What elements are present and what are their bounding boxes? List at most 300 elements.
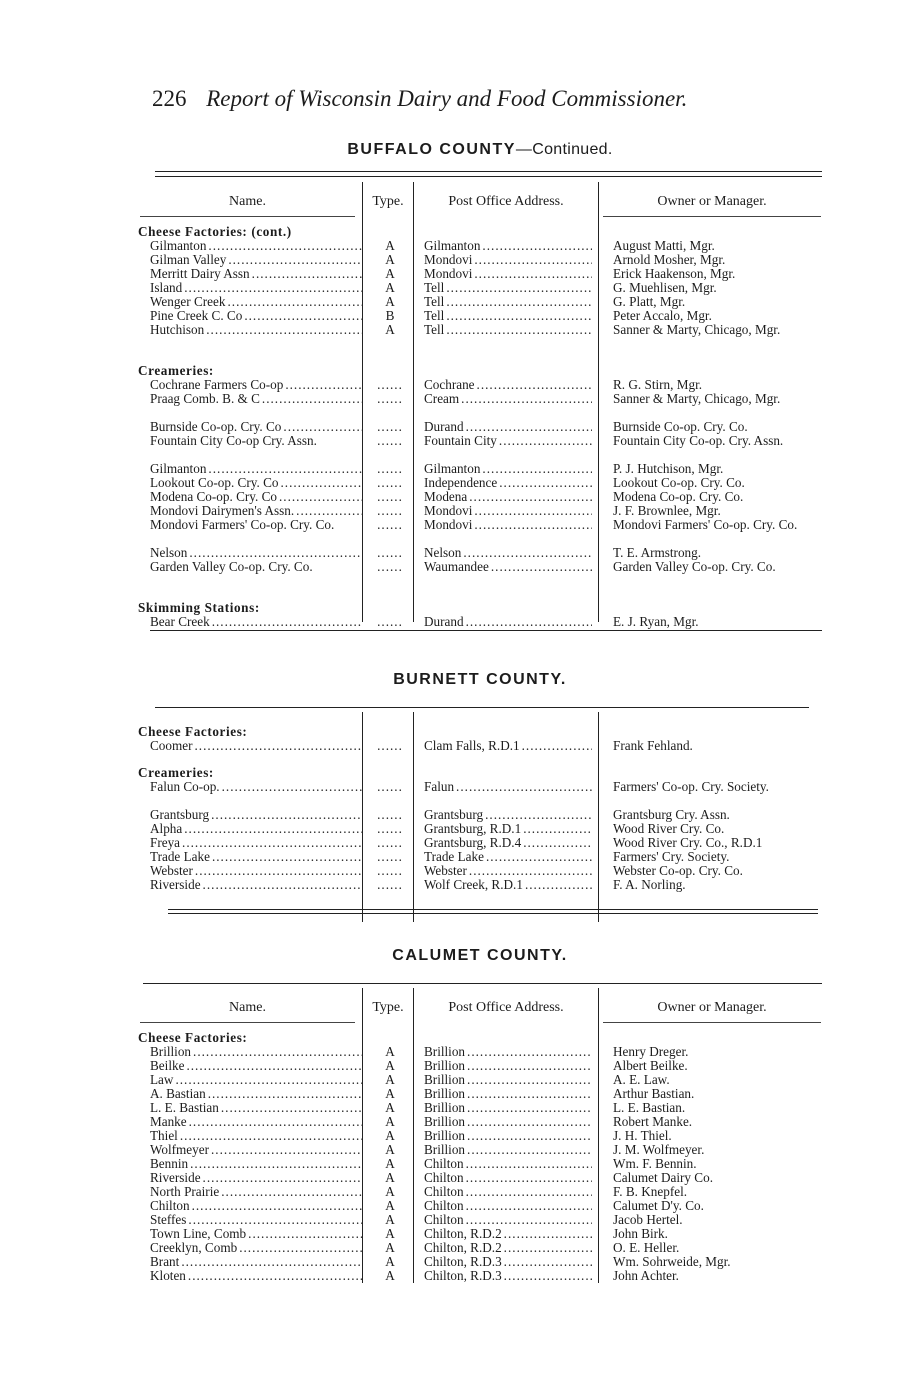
type-cell (368, 560, 412, 574)
post-office-cell-text: Brillion (424, 1045, 466, 1059)
post-office-cell-text: Modena (424, 490, 468, 504)
type-cell: A (385, 267, 395, 281)
table-row (138, 864, 838, 878)
owner-cell: E. J. Ryan, Mgr. (613, 615, 699, 629)
name-cell (150, 462, 362, 476)
type-cell (368, 504, 412, 518)
name-cell-text: Brant (150, 1255, 180, 1269)
owner-cell: Jacob Hertel. (613, 1213, 683, 1227)
owner-cell: Frank Fehland. (613, 739, 693, 753)
table-row (138, 560, 838, 588)
type-cell (368, 546, 412, 560)
post-office-cell (424, 878, 592, 892)
buffalo-county-table (138, 224, 838, 629)
type-cell: A (385, 1087, 395, 1101)
post-office-cell (424, 1171, 592, 1185)
leader-dots (227, 295, 362, 309)
name-cell (150, 1171, 362, 1185)
leader-dots (182, 836, 362, 850)
name-cell (150, 476, 362, 490)
name-cell-text: L. E. Bastian (150, 1101, 219, 1115)
post-office-cell-text: Webster (424, 864, 467, 878)
type-cell: A (385, 1185, 395, 1199)
type-cell: A (385, 1129, 395, 1143)
name-cell (150, 1241, 362, 1255)
name-cell-text: Webster (150, 864, 193, 878)
post-office-cell-text: Durand (424, 420, 464, 434)
burnett-county-table (138, 724, 838, 892)
type-cell: A (385, 253, 395, 267)
leader-dots (212, 850, 362, 864)
leader-dots (285, 378, 362, 392)
post-office-cell-text: Chilton, R.D.3 (424, 1269, 502, 1283)
name-cell (150, 490, 362, 504)
table-row (138, 1101, 838, 1115)
owner-cell: Albert Beilke. (613, 1059, 688, 1073)
category-label: Cheese Factories: (138, 1030, 248, 1045)
table-row (138, 822, 838, 836)
leader-dots (193, 1045, 362, 1059)
table-row (138, 836, 838, 850)
name-cell-text: Riverside (150, 1171, 201, 1185)
post-office-cell (424, 1185, 592, 1199)
buffalo-county-title: BUFFALO COUNTY—Continued. (347, 141, 613, 158)
name-cell (150, 1101, 362, 1115)
type-cell: A (385, 1143, 395, 1157)
name-cell-text: Bennin (150, 1157, 189, 1171)
owner-cell: Peter Accalo, Mgr. (613, 309, 712, 323)
post-office-cell (424, 1199, 592, 1213)
leader-dots (466, 615, 592, 629)
post-office-cell-text: Brillion (424, 1129, 466, 1143)
category-label: Cheese Factories: (138, 724, 248, 739)
running-title: Report of Wisconsin Dairy and Food Commissioner. (206, 86, 688, 111)
leader-dots (456, 780, 592, 794)
column-header-name: Name. (140, 194, 355, 217)
leader-dots (206, 323, 362, 337)
column-header-post-office: Post Office Address. (448, 194, 564, 209)
leader-dots (279, 490, 362, 504)
type-cell: A (385, 1199, 395, 1213)
owner-cell: J. M. Wolfmeyer. (613, 1143, 705, 1157)
column-header-name: Name. (140, 1000, 355, 1023)
leader-dots (467, 1059, 592, 1073)
name-cell-text: Steffes (150, 1213, 187, 1227)
owner-cell: Farmers' Cry. Society. (613, 850, 730, 864)
leader-dots (446, 309, 592, 323)
type-cell (368, 739, 412, 753)
leader-dots (467, 1101, 592, 1115)
leader-dots (211, 808, 362, 822)
leader-dots (208, 239, 362, 253)
leader-dots (504, 1227, 592, 1241)
name-cell-text: Gilman Valley (150, 253, 227, 267)
type-cell: A (385, 1073, 395, 1087)
column-header-post-office: Post Office Address. (448, 1000, 564, 1015)
page-number: 226 (152, 86, 187, 111)
name-cell-text: Law (150, 1073, 174, 1087)
leader-dots (221, 1185, 362, 1199)
table-row (138, 253, 838, 267)
name-cell (150, 1185, 362, 1199)
type-cell: A (385, 1227, 395, 1241)
owner-cell: Sanner & Marty, Chicago, Mgr. (613, 392, 781, 406)
post-office-cell-text: Chilton, R.D.2 (424, 1227, 502, 1241)
post-office-cell (424, 518, 592, 532)
post-office-cell-text: Chilton (424, 1185, 464, 1199)
owner-cell: John Achter. (613, 1269, 679, 1283)
leader-dots (188, 1213, 362, 1227)
table-row (138, 1143, 838, 1157)
column-header-type: Type. (372, 1000, 404, 1015)
leader-dots (195, 864, 362, 878)
post-office-cell-text: Brillion (424, 1087, 466, 1101)
type-cell (368, 878, 412, 892)
table-row (138, 1171, 838, 1185)
leader-dots (186, 1059, 362, 1073)
type-cell: B (385, 309, 395, 323)
name-cell (150, 850, 362, 864)
leader-dots (188, 1269, 362, 1283)
post-office-cell-text: Tell (424, 295, 445, 309)
name-cell (150, 239, 362, 253)
name-cell-text: Bear Creek (150, 615, 210, 629)
post-office-cell-text: Brillion (424, 1073, 466, 1087)
post-office-cell-text: Brillion (424, 1101, 466, 1115)
name-cell (150, 1143, 362, 1157)
leader-dots (486, 850, 592, 864)
leader-dots (208, 1087, 362, 1101)
leader-dots (466, 420, 592, 434)
owner-cell: F. A. Norling. (613, 878, 686, 892)
owner-cell: Calumet Dairy Co. (613, 1171, 713, 1185)
leader-dots (482, 462, 592, 476)
post-office-cell-text: Tell (424, 281, 445, 295)
name-cell-text: Gilmanton (150, 462, 207, 476)
leader-dots (208, 462, 362, 476)
leader-dots (461, 392, 592, 406)
type-cell: A (385, 1059, 395, 1073)
name-cell (150, 1115, 362, 1129)
name-cell (150, 392, 362, 406)
leader-dots (466, 1157, 592, 1171)
leader-dots (466, 1199, 592, 1213)
name-cell-text: Kloten (150, 1269, 186, 1283)
leader-dots (248, 1227, 362, 1241)
name-cell (150, 1227, 362, 1241)
name-cell (150, 1073, 362, 1087)
post-office-cell (424, 739, 592, 753)
name-cell (150, 878, 362, 892)
leader-dots (499, 434, 592, 448)
name-cell-text: Wenger Creek (150, 295, 226, 309)
name-cell (150, 1045, 362, 1059)
name-cell (150, 822, 362, 836)
table-row (138, 1157, 838, 1171)
leader-dots (446, 295, 592, 309)
post-office-cell (424, 864, 592, 878)
name-cell-text: Falun Co-op. (150, 780, 220, 794)
type-cell: A (385, 295, 395, 309)
name-cell-text: Wolfmeyer (150, 1143, 209, 1157)
post-office-cell-text: Tell (424, 309, 445, 323)
calumet-county-title: CALUMET COUNTY. (392, 947, 568, 964)
leader-dots (474, 504, 592, 518)
leader-dots (482, 239, 592, 253)
table-row (138, 1213, 838, 1227)
name-cell (150, 808, 362, 822)
type-cell (368, 864, 412, 878)
post-office-cell-text: Tell (424, 323, 445, 337)
leader-dots (203, 1171, 362, 1185)
post-office-cell-text: Mondovi (424, 267, 473, 281)
column-header-owner: Owner or Manager. (603, 1000, 821, 1023)
post-office-cell (424, 378, 592, 392)
type-cell (368, 518, 412, 532)
post-office-cell (424, 1087, 592, 1101)
name-cell (150, 1213, 362, 1227)
owner-cell: Webster Co-op. Cry. Co. (613, 864, 743, 878)
table-row (138, 780, 838, 808)
table-row (138, 309, 838, 323)
owner-cell: August Matti, Mgr. (613, 239, 715, 253)
name-cell: Fountain City Co-op Cry. Assn. (150, 434, 317, 448)
type-cell (368, 808, 412, 822)
owner-cell: Wood River Cry. Co., R.D.1 (613, 836, 763, 850)
leader-dots (446, 323, 592, 337)
table-row (138, 378, 838, 392)
name-cell-text: Beilke (150, 1059, 185, 1073)
name-cell-text: Riverside (150, 878, 201, 892)
leader-dots (469, 490, 592, 504)
post-office-cell-text: Brillion (424, 1115, 466, 1129)
leader-dots (466, 1171, 592, 1185)
name-cell (150, 836, 362, 850)
post-office-cell-text: Chilton (424, 1199, 464, 1213)
leader-dots (283, 420, 362, 434)
post-office-cell (424, 1115, 592, 1129)
name-cell-text: Praag Comb. B. & C (150, 392, 260, 406)
type-cell: A (385, 1171, 395, 1185)
name-cell (150, 1255, 362, 1269)
post-office-cell (424, 309, 592, 323)
post-office-cell-text: Gilmanton (424, 462, 481, 476)
type-cell: A (385, 1101, 395, 1115)
type-cell: A (385, 323, 395, 337)
leader-dots (466, 1213, 592, 1227)
post-office-cell (424, 392, 592, 406)
calumet-county-table (138, 1030, 838, 1283)
type-cell: A (385, 1269, 395, 1283)
post-office-cell (424, 490, 592, 504)
name-cell-text: Pine Creek C. Co (150, 309, 243, 323)
leader-dots (175, 1073, 362, 1087)
owner-cell: Mondovi Farmers' Co-op. Cry. Co. (613, 518, 798, 532)
post-office-cell (424, 808, 592, 822)
leader-dots (469, 864, 592, 878)
name-cell: Mondovi Farmers' Co-op. Cry. Co. (150, 518, 335, 532)
name-cell-text: Island (150, 281, 183, 295)
name-cell-text: Alpha (150, 822, 183, 836)
type-cell (368, 462, 412, 476)
column-header-type: Type. (372, 194, 404, 209)
post-office-cell (424, 295, 592, 309)
type-cell (368, 392, 412, 406)
name-cell-text: Trade Lake (150, 850, 210, 864)
leader-dots (211, 1143, 362, 1157)
owner-cell: Grantsburg Cry. Assn. (613, 808, 730, 822)
name-cell (150, 504, 362, 518)
owner-cell: Modena Co-op. Cry. Co. (613, 490, 744, 504)
leader-dots (491, 560, 592, 574)
leader-dots (244, 309, 362, 323)
table-row (138, 392, 838, 420)
name-cell-text: Creeklyn, Comb (150, 1241, 238, 1255)
leader-dots (467, 1045, 592, 1059)
owner-cell: Erick Haakenson, Mgr. (613, 267, 736, 281)
category-label: Creameries: (138, 363, 214, 378)
name-cell (150, 615, 362, 629)
post-office-cell (424, 822, 592, 836)
post-office-cell (424, 615, 592, 629)
table-row (138, 1199, 838, 1213)
name-cell-text: Thiel (150, 1129, 178, 1143)
owner-cell: O. E. Heller. (613, 1241, 680, 1255)
divider (150, 630, 822, 631)
post-office-cell (424, 420, 592, 434)
divider (155, 707, 809, 708)
owner-cell: G. Platt, Mgr. (613, 295, 686, 309)
type-cell: A (385, 1045, 395, 1059)
post-office-cell (424, 434, 592, 448)
name-cell: Garden Valley Co-op. Cry. Co. (150, 560, 313, 574)
post-office-cell (424, 1073, 592, 1087)
burnett-county-title: BURNETT COUNTY. (393, 671, 567, 688)
name-cell (150, 420, 362, 434)
name-cell (150, 1059, 362, 1073)
name-cell (150, 378, 362, 392)
post-office-cell-text: Cream (424, 392, 460, 406)
leader-dots (525, 878, 592, 892)
leader-dots (189, 1115, 362, 1129)
post-office-cell (424, 1101, 592, 1115)
table-row (138, 1087, 838, 1101)
leader-dots (474, 267, 592, 281)
page-header (152, 86, 772, 112)
type-cell: A (385, 1157, 395, 1171)
leader-dots (499, 476, 592, 490)
type-cell: A (385, 239, 395, 253)
leader-dots (467, 1073, 592, 1087)
post-office-cell (424, 476, 592, 490)
leader-dots (504, 1269, 592, 1283)
post-office-cell-text: Chilton (424, 1157, 464, 1171)
name-cell-text: Gilmanton (150, 239, 207, 253)
owner-cell: Arnold Mosher, Mgr. (613, 253, 726, 267)
leader-dots (195, 739, 363, 753)
name-cell (150, 1129, 362, 1143)
name-cell (150, 1199, 362, 1213)
column-header-owner: Owner or Manager. (603, 194, 821, 217)
table-row (138, 1129, 838, 1143)
table-row (138, 808, 838, 822)
name-cell (150, 323, 362, 337)
name-cell-text: North Prairie (150, 1185, 220, 1199)
post-office-cell (424, 323, 592, 337)
post-office-cell (424, 1129, 592, 1143)
name-cell-text: Town Line, Comb (150, 1227, 247, 1241)
post-office-cell-text: Falun (424, 780, 455, 794)
owner-cell: P. J. Hutchison, Mgr. (613, 462, 724, 476)
post-office-cell-text: Mondovi (424, 253, 473, 267)
owner-cell: Garden Valley Co-op. Cry. Co. (613, 560, 776, 574)
table-row (138, 434, 838, 462)
leader-dots (212, 615, 362, 629)
leader-dots (192, 1199, 362, 1213)
divider (155, 171, 822, 172)
leader-dots (474, 253, 592, 267)
type-cell: A (385, 1213, 395, 1227)
name-cell-text: Burnside Co-op. Cry. Co (150, 420, 282, 434)
name-cell (150, 253, 362, 267)
table-row (138, 420, 838, 434)
divider (155, 176, 822, 177)
type-cell: A (385, 1241, 395, 1255)
type-cell: A (385, 281, 395, 295)
name-cell (150, 1269, 362, 1283)
post-office-cell-text: Independence (424, 476, 498, 490)
post-office-cell (424, 253, 592, 267)
leader-dots (180, 1129, 362, 1143)
owner-cell: Arthur Bastian. (613, 1087, 695, 1101)
type-cell (368, 434, 412, 448)
table-row (138, 295, 838, 309)
name-cell-text: Chilton (150, 1199, 190, 1213)
name-cell-text: Lookout Co-op. Cry. Co (150, 476, 279, 490)
owner-cell: Wm. F. Bennin. (613, 1157, 697, 1171)
leader-dots (474, 518, 592, 532)
name-cell-text: Merritt Dairy Assn (150, 267, 250, 281)
table-row (138, 462, 838, 476)
post-office-cell-text: Chilton (424, 1171, 464, 1185)
post-office-cell (424, 1059, 592, 1073)
divider (143, 983, 822, 984)
type-cell: A (385, 1115, 395, 1129)
name-cell-text: Freya (150, 836, 181, 850)
post-office-cell-text: Chilton (424, 1213, 464, 1227)
table-row (138, 267, 838, 281)
post-office-cell-text: Durand (424, 615, 464, 629)
leader-dots (504, 1255, 592, 1269)
name-cell (150, 295, 362, 309)
post-office-cell-text: Waumandee (424, 560, 489, 574)
name-cell-text: Grantsburg (150, 808, 210, 822)
leader-dots (184, 822, 362, 836)
leader-dots (467, 1087, 592, 1101)
owner-cell: J. H. Thiel. (613, 1129, 672, 1143)
type-cell (368, 836, 412, 850)
owner-cell: Farmers' Co-op. Cry. Society. (613, 780, 769, 794)
post-office-cell-text: Gilmanton (424, 239, 481, 253)
owner-cell: Calumet D'y. Co. (613, 1199, 704, 1213)
table-row (138, 504, 838, 518)
table-row (138, 739, 838, 753)
post-office-cell-text: Wolf Creek, R.D.1 (424, 878, 523, 892)
post-office-cell (424, 1255, 592, 1269)
leader-dots (252, 267, 362, 281)
leader-dots (296, 504, 362, 518)
leader-dots (222, 780, 362, 794)
